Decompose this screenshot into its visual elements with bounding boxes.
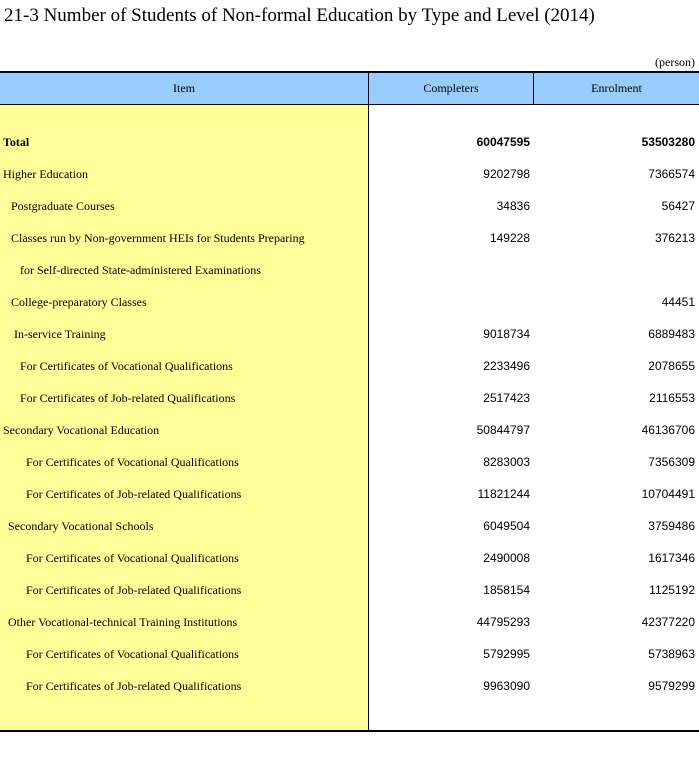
row-label: For Certificates of Vocational Qualifications — [26, 647, 239, 661]
completers-value: 9202798 — [483, 167, 530, 181]
table-row — [0, 542, 699, 574]
enrolment-value: 7356309 — [648, 455, 695, 469]
completers-value: 2233496 — [483, 359, 530, 373]
page-title: 21-3 Number of Students of Non-formal Education by Type and Level (2014) — [4, 5, 595, 26]
table-row — [0, 158, 699, 190]
row-label: Other Vocational-technical Training Institutions — [8, 615, 238, 629]
table-row-total — [0, 126, 699, 158]
row-label: For Certificates of Job-related Qualifications — [26, 583, 242, 597]
row-label: Classes run by Non-government HEIs for Students Preparing — [11, 231, 305, 245]
enrolment-value: 7366574 — [648, 167, 695, 181]
completers-value: 2490008 — [483, 551, 530, 565]
unit-label: (person) — [655, 55, 695, 69]
completers-value: 2517423 — [483, 391, 530, 405]
table-row — [0, 222, 699, 254]
enrolment-value: 5738963 — [648, 647, 695, 661]
completers-value: 5792995 — [483, 647, 530, 661]
row-label: For Certificates of Vocational Qualifications — [26, 455, 239, 469]
enrolment-value: 53503280 — [641, 135, 695, 149]
row-label: For Certificates of Job-related Qualifications — [26, 487, 242, 501]
row-label: For Certificates of Job-related Qualifications — [20, 391, 236, 405]
enrolment-value: 10704491 — [641, 487, 695, 501]
header-item: Item — [0, 73, 369, 104]
enrolment-value: 3759486 — [648, 519, 695, 533]
enrolment-value: 376213 — [654, 231, 695, 245]
table-row — [0, 286, 699, 318]
table-row — [0, 638, 699, 670]
table-row — [0, 446, 699, 478]
data-table — [0, 71, 699, 732]
enrolment-value: 56427 — [661, 199, 695, 213]
enrolment-value: 2078655 — [648, 359, 695, 373]
row-label: Higher Education — [3, 167, 88, 181]
table-row — [0, 254, 699, 286]
completers-value: 50844797 — [476, 423, 530, 437]
table-row — [0, 190, 699, 222]
completers-value: 8283003 — [483, 455, 530, 469]
row-label: For Certificates of Job-related Qualifications — [26, 679, 242, 693]
enrolment-value: 42377220 — [641, 615, 695, 629]
table-header — [0, 73, 699, 105]
enrolment-value: 2116553 — [649, 391, 695, 405]
table-body — [0, 126, 699, 702]
completers-value: 60047595 — [476, 135, 530, 149]
table-row — [0, 478, 699, 510]
completers-value: 11821244 — [477, 487, 530, 501]
table-row — [0, 382, 699, 414]
row-label: Total — [3, 135, 30, 149]
row-label: Postgraduate Courses — [11, 199, 115, 213]
completers-value: 1858154 — [483, 583, 530, 597]
row-label: For Certificates of Vocational Qualifications — [20, 359, 233, 373]
completers-value: 44795293 — [476, 615, 530, 629]
header-enrolment: Enrolment — [591, 81, 642, 95]
enrolment-value: 6889483 — [648, 327, 695, 341]
table-row — [0, 414, 699, 446]
enrolment-value: 46136706 — [641, 423, 695, 437]
table-row — [0, 606, 699, 638]
row-label: for Self-directed State-administered Examinations — [20, 263, 261, 277]
completers-value: 34836 — [496, 199, 530, 213]
table-row — [0, 510, 699, 542]
row-label: College-preparatory Classes — [11, 295, 147, 309]
table-row — [0, 318, 699, 350]
completers-value: 149228 — [489, 231, 530, 245]
enrolment-value: 9579299 — [648, 679, 695, 693]
completers-value: 6049504 — [483, 519, 530, 533]
table-row — [0, 670, 699, 702]
table-row — [0, 574, 699, 606]
completers-value: 9018734 — [483, 327, 530, 341]
completers-value: 9963090 — [483, 679, 530, 693]
enrolment-value: 44451 — [661, 295, 695, 309]
row-label: In-service Training — [14, 327, 106, 341]
enrolment-value: 1125192 — [649, 583, 695, 597]
row-label: Secondary Vocational Education — [3, 423, 160, 437]
row-label: Secondary Vocational Schools — [8, 519, 154, 533]
row-label: For Certificates of Vocational Qualifications — [26, 551, 239, 565]
table-row — [0, 350, 699, 382]
enrolment-value: 1617346 — [648, 551, 695, 565]
header-completers: Completers — [369, 73, 534, 104]
